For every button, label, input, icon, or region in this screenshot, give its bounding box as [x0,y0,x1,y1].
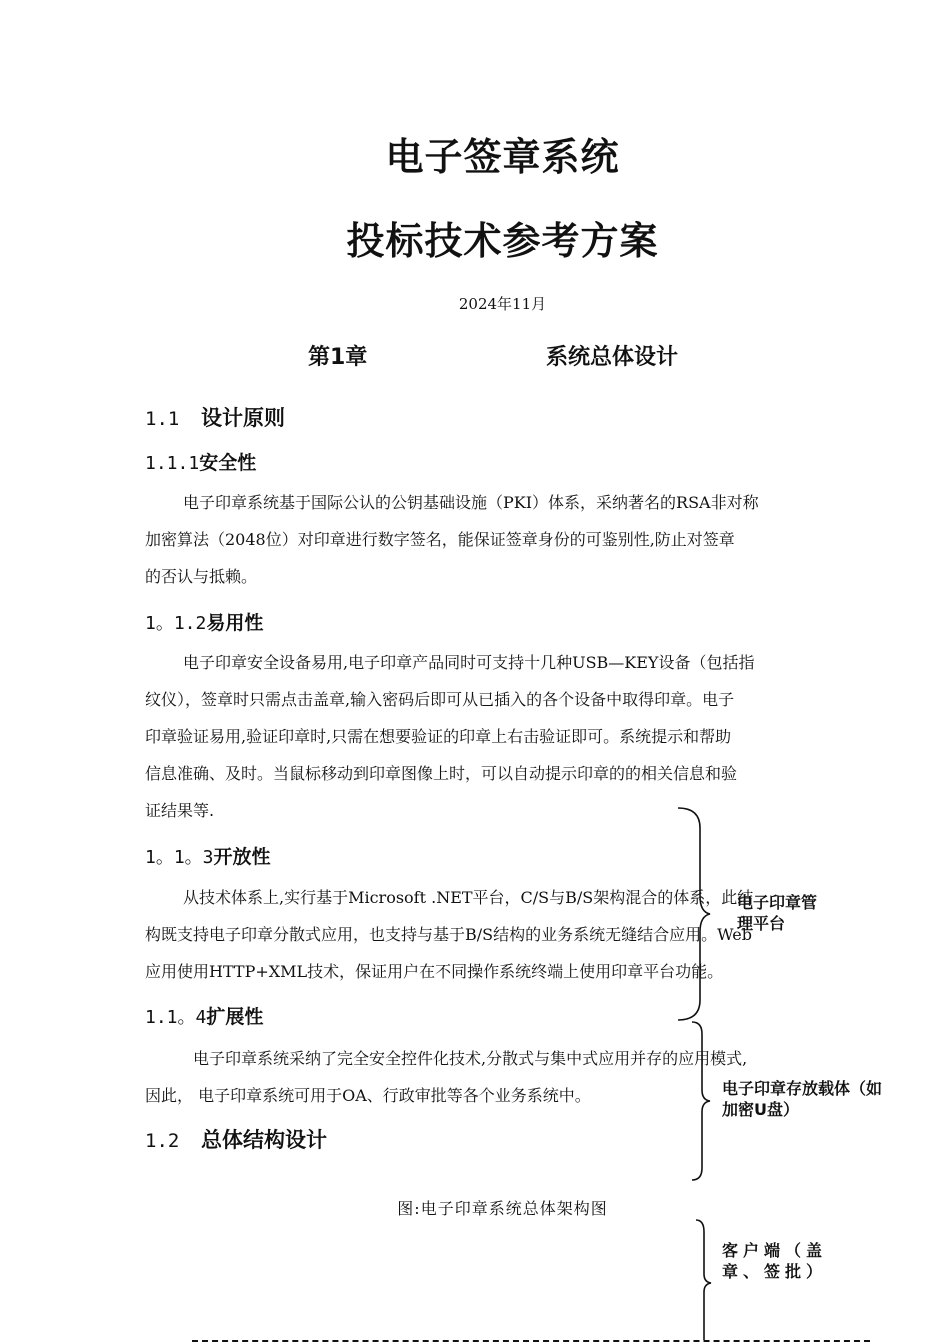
document-title-line1: 电子签章系统 [385,135,620,179]
paragraph-line: 加密算法（2048位）对印章进行数字签名，能保证签章身份的可鉴别性,防止对签章 [145,530,735,549]
paragraph-line: 构既支持电子印章分散式应用，也支持与基于B/S结构的业务系统无缝结合应用。Web [145,925,752,944]
document-date: 2024年11月 [458,295,547,313]
label-carrier: 电子印章存放载体（如加密U盘） [722,1079,883,1119]
section-1-1-1-body [145,484,863,595]
paragraph-line: 信息准确、及时。当鼠标移动到印章图像上时，可以自动提示印章的的相关信息和验 [145,764,738,783]
section-1-2-heading [145,1124,327,1154]
section-number: 1.1.1 [145,453,200,474]
section-number: 1.1。4 [145,1007,207,1028]
section-title: 设计原则 [201,406,285,430]
section-number: 1。1.2 [145,613,207,634]
section-title: 易用性 [206,612,264,634]
document-title-line2: 投标技术参考方案 [346,219,659,263]
section-title: 开放性 [213,846,271,868]
diagram-dashed-divider [192,1340,870,1342]
paragraph-line: 印章验证易用,验证印章时,只需在想要验证的印章上右击验证即可。系统提示和帮助 [145,727,732,746]
section-number: 1.1 [145,408,180,430]
paragraph-line: 从技术体系上,实行基于Microsoft .NET平台，C/S与B/S架构混合的体系，此结 [183,888,754,907]
paragraph-line: 证结果等. [145,801,215,820]
section-1-1-3-heading [145,842,271,869]
section-title: 总体结构设计 [201,1128,327,1152]
section-number: 1.2 [145,1130,180,1152]
section-number: 1。1。3 [145,847,214,868]
section-1-1-heading [145,402,285,432]
brace-client [694,1218,712,1344]
figure-caption: 图:电子印章系统总体架构图 [397,1199,608,1218]
section-1-1-4-heading [145,1002,263,1029]
brace-carrier [690,1020,710,1182]
chapter-number: 第1章 [308,345,368,370]
paragraph-line: 的否认与抵赖。 [145,567,258,586]
paragraph-line: 电子印章安全设备易用,电子印章产品同时可支持十几种USB—KEY设备（包括指 [183,653,755,672]
section-1-1-1-heading [145,448,256,475]
paragraph-line: 应用使用HTTP+XML技术，保证用户在不同操作系统终端上使用印章平台功能。 [145,962,724,981]
section-1-1-2-body [145,644,863,829]
section-title: 安全性 [199,452,257,474]
paragraph-line: 电子印章系统采纳了完全安全控件化技术,分散式与集中式应用并存的应用模式, [193,1049,748,1068]
label-platform: 电子印章管理平台 [737,893,818,933]
section-title: 扩展性 [206,1006,264,1028]
paragraph-line: 电子印章系统基于国际公认的公钥基础设施（PKI）体系，采纳著名的RSA非对称 [183,493,759,512]
label-client: 客户端（盖章、签批） [722,1241,828,1281]
paragraph-line: 因此， 电子印章系统可用于OA、行政审批等各个业务系统中。 [145,1086,591,1105]
section-1-1-2-heading [145,608,263,635]
brace-platform [676,806,710,1022]
chapter-title: 系统总体设计 [546,345,679,370]
paragraph-line: 纹仪），签章时只需点击盖章,输入密码后即可从已插入的各个设备中取得印章。电子 [145,690,735,709]
